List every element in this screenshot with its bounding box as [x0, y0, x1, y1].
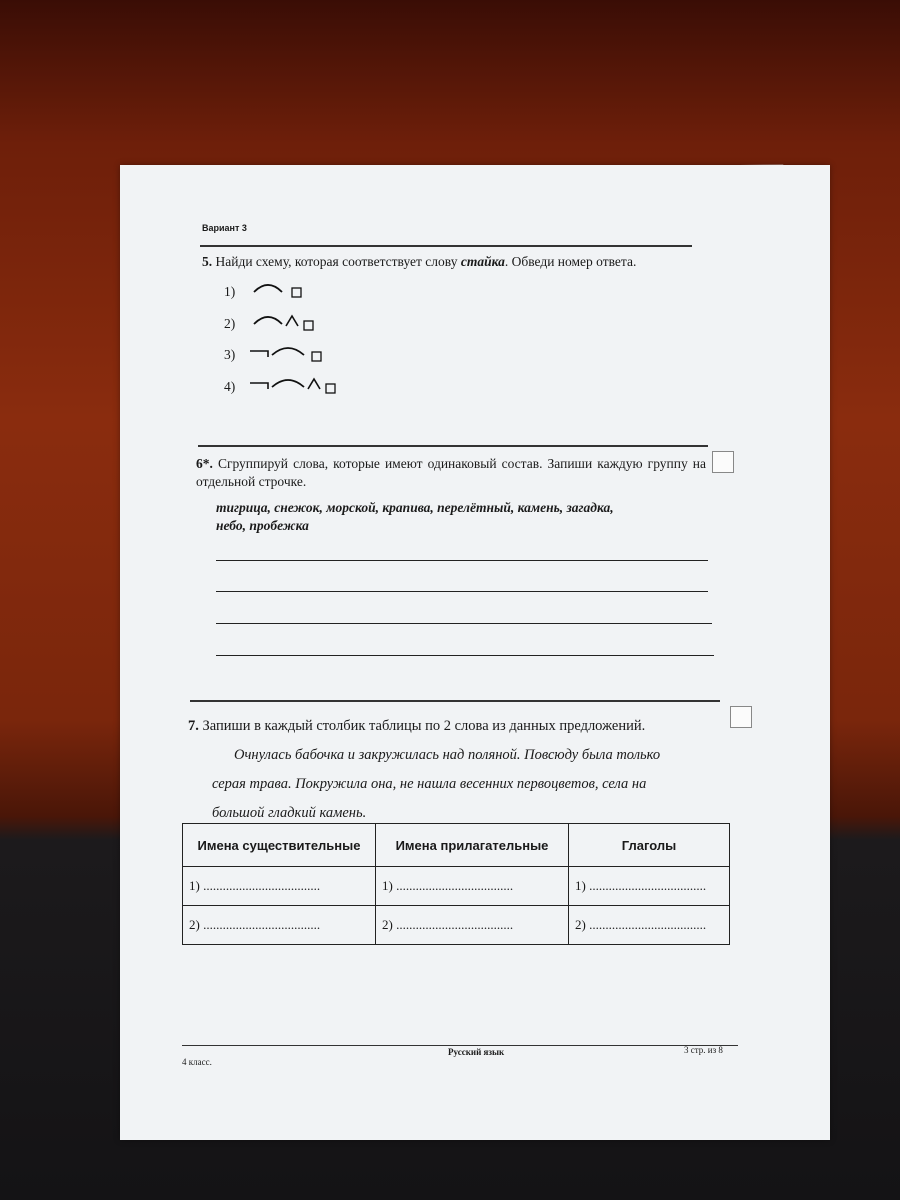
task5-option-1-label[interactable]: 1)	[224, 284, 236, 299]
cell-adjective-1[interactable]: 1) ....................................	[376, 867, 569, 906]
cell-verb-1[interactable]: 1) ....................................	[569, 867, 730, 906]
root-arc	[272, 380, 304, 387]
task6-words-line2: небо, пробежка	[216, 518, 309, 533]
worksheet-page	[120, 165, 830, 1140]
task5-text-before: Найди схему, которая соответствует слову	[215, 254, 461, 269]
task5-option-3-label[interactable]: 3)	[224, 347, 236, 362]
footer-subject: Русский язык	[448, 1047, 505, 1057]
task6-number: 6*.	[196, 456, 213, 471]
suffix-mark	[286, 316, 298, 326]
footer-rule	[182, 1045, 738, 1046]
morpheme-scheme-4	[248, 373, 348, 395]
task7-question	[188, 717, 728, 735]
task6-words-line1: тигрица, снежок, морской, крапива, перелётный, камень, загадка,	[216, 500, 614, 515]
root-arc	[254, 317, 282, 324]
root-arc	[254, 285, 282, 292]
suffix-mark	[308, 379, 320, 389]
prefix-mark	[250, 383, 268, 389]
cell-noun-1[interactable]: 1) ....................................	[183, 867, 376, 906]
morpheme-scheme-1	[248, 278, 308, 300]
task5-option-2-label[interactable]: 2)	[224, 316, 236, 331]
header-adjectives: Имена прилагательные	[376, 824, 569, 867]
task5-word: стайка	[460, 254, 505, 269]
task7-passage-line1: Очнулась бабочка и закружилась над поляной. Повсюду была только	[234, 747, 661, 763]
answer-line-2[interactable]	[216, 591, 708, 592]
ending-box	[326, 384, 335, 393]
task5-question	[202, 253, 702, 271]
ending-box	[292, 288, 301, 297]
cell-verb-2[interactable]: 2) ....................................	[569, 906, 730, 945]
morpheme-scheme-2	[248, 310, 328, 332]
task5-option-4-label[interactable]: 4)	[224, 379, 236, 394]
task6-question	[196, 455, 706, 491]
header-verbs: Глаголы	[569, 824, 730, 867]
task6-score-box[interactable]	[712, 451, 734, 473]
prefix-mark	[250, 351, 268, 357]
answer-line-3[interactable]	[216, 623, 712, 624]
cell-noun-2[interactable]: 2) ....................................	[183, 906, 376, 945]
root-arc	[272, 348, 304, 355]
task6-text: Сгруппируй слова, которые имеют одинаковый состав. Запиши каждую группу на отдельной строчке.	[196, 456, 707, 489]
task5-number: 5.	[202, 254, 213, 269]
cell-adjective-2[interactable]: 2) ....................................	[376, 906, 569, 945]
task7-score-box[interactable]	[730, 706, 752, 728]
footer-page-number: 3 стр. из 8	[684, 1045, 723, 1055]
task7-text: Запиши в каждый столбик таблицы по 2 слова из данных предложений.	[202, 718, 646, 734]
morpheme-scheme-3	[248, 341, 338, 363]
footer-grade: 4 класс.	[182, 1057, 212, 1067]
header-nouns: Имена существительные	[183, 824, 376, 867]
variant-label: Вариант 3	[202, 223, 247, 233]
task7-passage	[212, 741, 732, 828]
header-rule	[200, 245, 692, 247]
table-row	[183, 906, 730, 945]
task6-words	[216, 499, 708, 535]
task5-divider	[198, 445, 708, 447]
ending-box	[304, 321, 313, 330]
answer-line-1[interactable]	[216, 560, 708, 561]
task7-passage-line2: серая трава. Покружила она, не нашла весенних первоцветов, села на	[212, 776, 647, 792]
answer-line-4[interactable]	[216, 655, 714, 656]
ending-box	[312, 352, 321, 361]
task7-number: 7.	[188, 718, 199, 734]
table-header-row	[183, 824, 730, 867]
task7-passage-line3: большой гладкий камень.	[212, 805, 367, 821]
task6-divider	[190, 700, 720, 702]
task5-text-after: . Обведи номер ответа.	[504, 254, 637, 269]
table-row	[183, 867, 730, 906]
answer-table	[182, 823, 730, 945]
